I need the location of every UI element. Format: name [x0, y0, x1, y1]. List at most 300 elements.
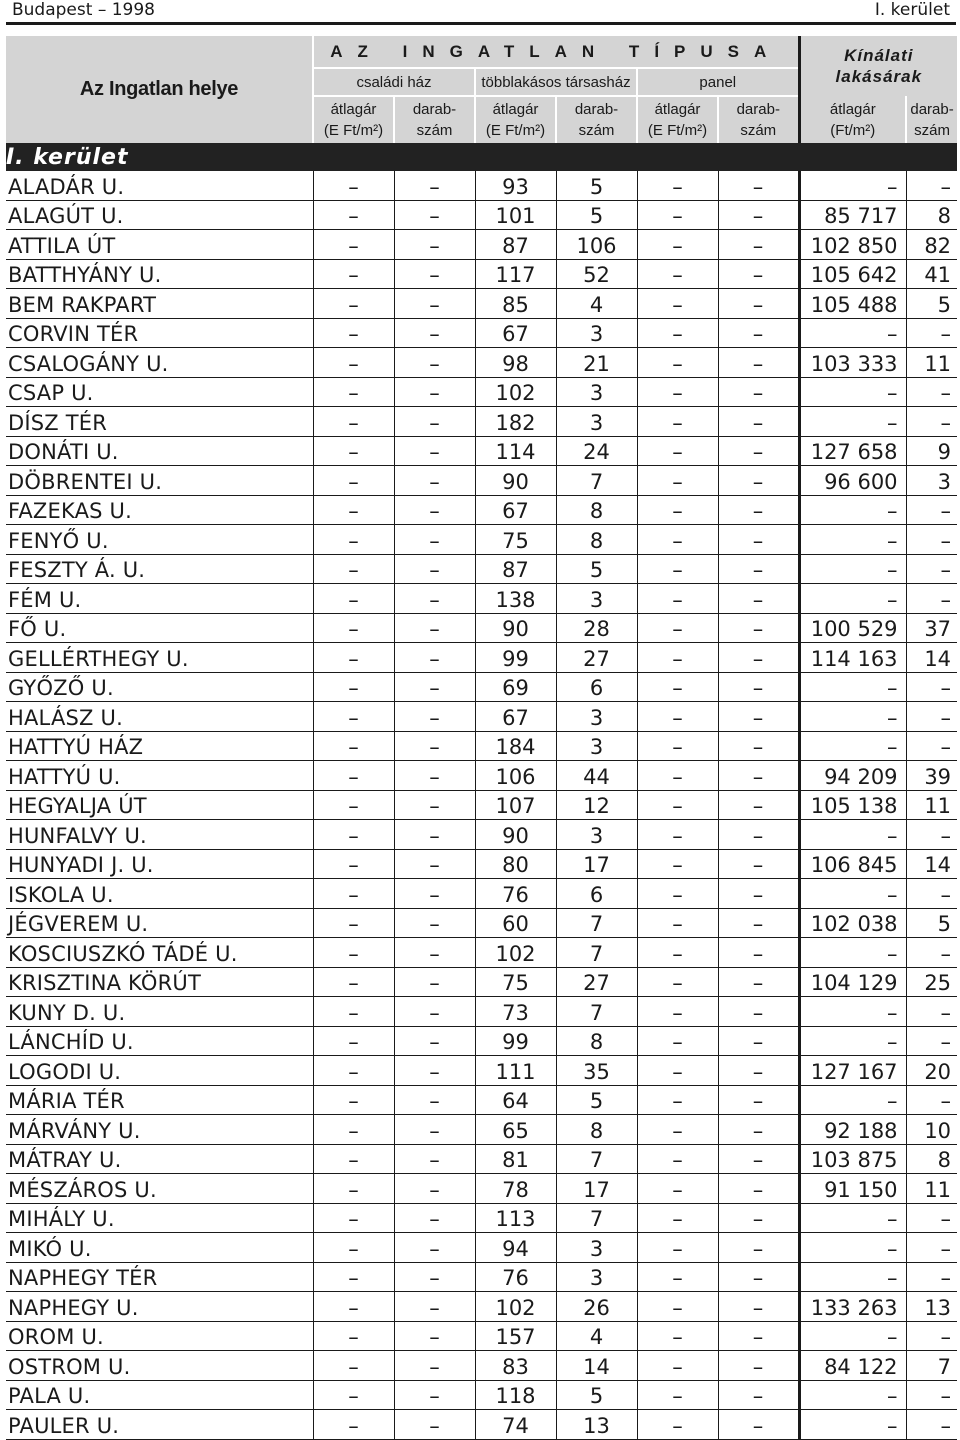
- cell-kin-avg: 104 129: [799, 967, 906, 997]
- cell-csh-avg: –: [313, 908, 394, 938]
- cell-tt-avg: 94: [475, 1233, 556, 1263]
- cell-tt-avg: 76: [475, 879, 556, 909]
- table-row: [6, 1085, 957, 1115]
- cell-panel-cnt: –: [718, 672, 799, 702]
- table-row: [6, 554, 957, 584]
- cell-tt-avg: 102: [475, 377, 556, 407]
- cell-panel-cnt: –: [718, 967, 799, 997]
- cell-csh-avg: –: [313, 289, 394, 319]
- cell-tt-cnt: 7: [556, 1203, 637, 1233]
- cell-kin-avg: 105 138: [799, 790, 906, 820]
- page-header-right: I. kerület: [874, 0, 950, 20]
- cell-kin-cnt: –: [906, 525, 957, 555]
- cell-csh-avg: –: [313, 318, 394, 348]
- cell-csh-cnt: –: [394, 997, 475, 1027]
- cell-panel-avg: –: [637, 466, 718, 496]
- table-row: [6, 790, 957, 820]
- cell-tt-cnt: 28: [556, 613, 637, 643]
- cell-panel-avg: –: [637, 495, 718, 525]
- cell-panel-cnt: –: [718, 407, 799, 437]
- cell-kin-cnt: 8: [906, 1144, 957, 1174]
- cell-panel-cnt: –: [718, 200, 799, 230]
- cell-panel-avg: –: [637, 790, 718, 820]
- cell-csh-avg: –: [313, 613, 394, 643]
- cell-street: LÁNCHÍD U.: [6, 1026, 313, 1056]
- cell-panel-avg: –: [637, 1233, 718, 1263]
- cell-panel-avg: –: [637, 1410, 718, 1440]
- cell-csh-avg: –: [313, 1292, 394, 1322]
- cell-kin-cnt: 14: [906, 643, 957, 673]
- sub-count-header: darab- szám: [394, 96, 475, 143]
- cell-csh-avg: –: [313, 879, 394, 909]
- cell-csh-avg: –: [313, 672, 394, 702]
- cell-csh-avg: –: [313, 790, 394, 820]
- cell-tt-avg: 83: [475, 1351, 556, 1381]
- cell-tt-avg: 74: [475, 1410, 556, 1440]
- cell-kin-cnt: 11: [906, 348, 957, 378]
- cell-street: MIHÁLY U.: [6, 1203, 313, 1233]
- cell-panel-cnt: –: [718, 554, 799, 584]
- cell-csh-avg: –: [313, 495, 394, 525]
- cell-kin-cnt: –: [906, 702, 957, 732]
- cell-tt-cnt: 5: [556, 1380, 637, 1410]
- cell-panel-avg: –: [637, 1203, 718, 1233]
- cell-tt-avg: 93: [475, 171, 556, 200]
- cell-panel-cnt: –: [718, 761, 799, 791]
- cell-csh-cnt: –: [394, 938, 475, 968]
- table-row: [6, 1292, 957, 1322]
- cell-street: CSAP U.: [6, 377, 313, 407]
- cell-tt-cnt: 3: [556, 820, 637, 850]
- type-panel: panel: [637, 68, 799, 96]
- cell-street: MÉSZÁROS U.: [6, 1174, 313, 1204]
- cell-panel-avg: –: [637, 938, 718, 968]
- cell-street: KOSCIUSZKÓ TÁDÉ U.: [6, 938, 313, 968]
- cell-tt-cnt: 3: [556, 731, 637, 761]
- cell-csh-avg: –: [313, 466, 394, 496]
- cell-tt-avg: 85: [475, 289, 556, 319]
- sub-avg-header: átlagár (E Ft/m²): [637, 96, 718, 143]
- type-csaladi-haz: családi ház: [313, 68, 475, 96]
- cell-tt-cnt: 3: [556, 407, 637, 437]
- cell-street: NAPHEGY TÉR: [6, 1262, 313, 1292]
- cell-tt-cnt: 52: [556, 259, 637, 289]
- cell-kin-avg: 114 163: [799, 643, 906, 673]
- cell-panel-cnt: –: [718, 702, 799, 732]
- cell-csh-cnt: –: [394, 554, 475, 584]
- cell-panel-cnt: –: [718, 849, 799, 879]
- cell-kin-cnt: 25: [906, 967, 957, 997]
- cell-kin-cnt: –: [906, 377, 957, 407]
- table-row: [6, 318, 957, 348]
- cell-tt-avg: 65: [475, 1115, 556, 1145]
- cell-street: GELLÉRTHEGY U.: [6, 643, 313, 673]
- cell-kin-cnt: –: [906, 997, 957, 1027]
- cell-kin-avg: –: [799, 938, 906, 968]
- cell-csh-cnt: –: [394, 466, 475, 496]
- cell-panel-cnt: –: [718, 495, 799, 525]
- cell-kin-avg: –: [799, 1410, 906, 1440]
- place-header: Az Ingatlan helye: [6, 36, 313, 143]
- cell-panel-avg: –: [637, 436, 718, 466]
- cell-panel-avg: –: [637, 230, 718, 260]
- cell-tt-cnt: 35: [556, 1056, 637, 1086]
- cell-panel-avg: –: [637, 318, 718, 348]
- cell-street: HALÁSZ U.: [6, 702, 313, 732]
- cell-panel-avg: –: [637, 1026, 718, 1056]
- cell-panel-avg: –: [637, 1056, 718, 1086]
- cell-kin-avg: 102 038: [799, 908, 906, 938]
- cell-panel-cnt: –: [718, 348, 799, 378]
- cell-kin-avg: –: [799, 820, 906, 850]
- table-row: [6, 171, 957, 200]
- cell-tt-cnt: 44: [556, 761, 637, 791]
- cell-csh-avg: –: [313, 731, 394, 761]
- cell-csh-avg: –: [313, 1262, 394, 1292]
- table-row: [6, 820, 957, 850]
- cell-panel-cnt: –: [718, 1203, 799, 1233]
- table-row: [6, 1056, 957, 1086]
- cell-panel-cnt: –: [718, 259, 799, 289]
- cell-tt-avg: 101: [475, 200, 556, 230]
- sub-avg-header: átlagár (Ft/m²): [799, 96, 906, 143]
- cell-street: MÁRIA TÉR: [6, 1085, 313, 1115]
- cell-tt-avg: 111: [475, 1056, 556, 1086]
- cell-csh-cnt: –: [394, 259, 475, 289]
- cell-tt-cnt: 26: [556, 1292, 637, 1322]
- cell-tt-cnt: 6: [556, 672, 637, 702]
- cell-csh-avg: –: [313, 1174, 394, 1204]
- cell-panel-avg: –: [637, 259, 718, 289]
- cell-kin-cnt: 5: [906, 908, 957, 938]
- cell-kin-cnt: –: [906, 407, 957, 437]
- cell-csh-avg: –: [313, 702, 394, 732]
- cell-kin-cnt: 11: [906, 1174, 957, 1204]
- cell-tt-cnt: 5: [556, 200, 637, 230]
- cell-kin-cnt: 5: [906, 289, 957, 319]
- cell-kin-avg: –: [799, 318, 906, 348]
- cell-panel-avg: –: [637, 1144, 718, 1174]
- cell-panel-cnt: –: [718, 1321, 799, 1351]
- cell-street: BATTHYÁNY U.: [6, 259, 313, 289]
- cell-csh-cnt: –: [394, 200, 475, 230]
- cell-csh-avg: –: [313, 761, 394, 791]
- cell-kin-cnt: –: [906, 584, 957, 614]
- cell-csh-cnt: –: [394, 1351, 475, 1381]
- table-row: [6, 879, 957, 909]
- cell-tt-avg: 113: [475, 1203, 556, 1233]
- cell-tt-avg: 138: [475, 584, 556, 614]
- cell-tt-cnt: 3: [556, 377, 637, 407]
- cell-kin-avg: –: [799, 525, 906, 555]
- cell-csh-avg: –: [313, 1026, 394, 1056]
- cell-csh-avg: –: [313, 259, 394, 289]
- table-row: [6, 761, 957, 791]
- cell-tt-cnt: 27: [556, 643, 637, 673]
- cell-csh-avg: –: [313, 820, 394, 850]
- sub-count-header: darab- szám: [556, 96, 637, 143]
- cell-street: ALADÁR U.: [6, 171, 313, 200]
- cell-street: FESZTY Á. U.: [6, 554, 313, 584]
- cell-kin-avg: –: [799, 1380, 906, 1410]
- cell-tt-cnt: 27: [556, 967, 637, 997]
- cell-street: FAZEKAS U.: [6, 495, 313, 525]
- table-row: [6, 731, 957, 761]
- cell-panel-avg: –: [637, 820, 718, 850]
- cell-csh-cnt: –: [394, 171, 475, 200]
- cell-kin-cnt: 37: [906, 613, 957, 643]
- cell-tt-cnt: 7: [556, 466, 637, 496]
- cell-kin-avg: 103 333: [799, 348, 906, 378]
- cell-kin-cnt: 8: [906, 200, 957, 230]
- cell-panel-cnt: –: [718, 1056, 799, 1086]
- cell-kin-avg: –: [799, 879, 906, 909]
- cell-panel-cnt: –: [718, 1380, 799, 1410]
- cell-street: HUNFALVY U.: [6, 820, 313, 850]
- cell-kin-cnt: 9: [906, 436, 957, 466]
- cell-kin-avg: –: [799, 1203, 906, 1233]
- cell-panel-cnt: –: [718, 584, 799, 614]
- cell-csh-cnt: –: [394, 348, 475, 378]
- cell-tt-avg: 184: [475, 731, 556, 761]
- cell-csh-avg: –: [313, 230, 394, 260]
- cell-csh-cnt: –: [394, 731, 475, 761]
- cell-csh-cnt: –: [394, 1233, 475, 1263]
- cell-csh-avg: –: [313, 584, 394, 614]
- cell-kin-cnt: –: [906, 1262, 957, 1292]
- table-row: [6, 1174, 957, 1204]
- cell-tt-avg: 69: [475, 672, 556, 702]
- cell-kin-cnt: –: [906, 495, 957, 525]
- cell-csh-cnt: –: [394, 613, 475, 643]
- page-header: [0, 0, 960, 22]
- table-row: [6, 938, 957, 968]
- sub-count-header: darab- szám: [906, 96, 957, 143]
- cell-panel-cnt: –: [718, 1026, 799, 1056]
- cell-tt-avg: 114: [475, 436, 556, 466]
- cell-street: MIKÓ U.: [6, 1233, 313, 1263]
- typus-header: AZ INGATLAN TÍPUSA: [313, 36, 799, 68]
- cell-tt-avg: 78: [475, 1174, 556, 1204]
- table-row: [6, 436, 957, 466]
- cell-panel-avg: –: [637, 997, 718, 1027]
- table-row: [6, 1233, 957, 1263]
- cell-csh-cnt: –: [394, 584, 475, 614]
- cell-panel-avg: –: [637, 967, 718, 997]
- cell-kin-avg: –: [799, 1085, 906, 1115]
- sub-avg-header: átlagár (E Ft/m²): [313, 96, 394, 143]
- table-row: [6, 259, 957, 289]
- cell-panel-cnt: –: [718, 790, 799, 820]
- cell-csh-avg: –: [313, 1380, 394, 1410]
- cell-tt-cnt: 4: [556, 1321, 637, 1351]
- cell-panel-avg: –: [637, 1262, 718, 1292]
- cell-kin-cnt: 3: [906, 466, 957, 496]
- price-table: [6, 36, 957, 1440]
- table-row: [6, 525, 957, 555]
- cell-panel-avg: –: [637, 1351, 718, 1381]
- cell-kin-avg: 127 658: [799, 436, 906, 466]
- cell-kin-cnt: –: [906, 879, 957, 909]
- cell-tt-avg: 87: [475, 554, 556, 584]
- cell-kin-avg: 102 850: [799, 230, 906, 260]
- cell-panel-cnt: –: [718, 230, 799, 260]
- cell-panel-avg: –: [637, 1115, 718, 1145]
- cell-csh-avg: –: [313, 849, 394, 879]
- cell-street: BEM RAKPART: [6, 289, 313, 319]
- cell-csh-avg: –: [313, 1144, 394, 1174]
- cell-street: DÍSZ TÉR: [6, 407, 313, 437]
- cell-panel-cnt: –: [718, 318, 799, 348]
- cell-csh-cnt: –: [394, 1410, 475, 1440]
- cell-tt-cnt: 8: [556, 495, 637, 525]
- cell-street: ISKOLA U.: [6, 879, 313, 909]
- cell-kin-avg: –: [799, 1321, 906, 1351]
- cell-csh-avg: –: [313, 1056, 394, 1086]
- cell-csh-avg: –: [313, 1085, 394, 1115]
- cell-panel-cnt: –: [718, 1144, 799, 1174]
- cell-csh-avg: –: [313, 1115, 394, 1145]
- cell-panel-avg: –: [637, 1380, 718, 1410]
- cell-tt-cnt: 24: [556, 436, 637, 466]
- table-row: [6, 702, 957, 732]
- cell-panel-cnt: –: [718, 613, 799, 643]
- cell-street: FENYŐ U.: [6, 525, 313, 555]
- cell-panel-cnt: –: [718, 879, 799, 909]
- cell-kin-avg: 133 263: [799, 1292, 906, 1322]
- cell-kin-cnt: –: [906, 1203, 957, 1233]
- table-row: [6, 495, 957, 525]
- cell-street: FÉM U.: [6, 584, 313, 614]
- cell-csh-cnt: –: [394, 377, 475, 407]
- cell-csh-cnt: –: [394, 672, 475, 702]
- cell-csh-cnt: –: [394, 643, 475, 673]
- table-row: [6, 348, 957, 378]
- cell-tt-avg: 90: [475, 820, 556, 850]
- cell-csh-cnt: –: [394, 1203, 475, 1233]
- header-rule: [6, 22, 956, 25]
- cell-kin-cnt: –: [906, 1026, 957, 1056]
- cell-tt-cnt: 7: [556, 1144, 637, 1174]
- cell-csh-cnt: –: [394, 436, 475, 466]
- cell-kin-cnt: 41: [906, 259, 957, 289]
- type-tarsashaz: többlakásos társasház: [475, 68, 637, 96]
- cell-csh-cnt: –: [394, 967, 475, 997]
- cell-panel-avg: –: [637, 348, 718, 378]
- cell-csh-cnt: –: [394, 1262, 475, 1292]
- page-header-left: Budapest – 1998: [12, 0, 155, 20]
- cell-kin-avg: 103 875: [799, 1144, 906, 1174]
- cell-panel-cnt: –: [718, 731, 799, 761]
- cell-csh-avg: –: [313, 348, 394, 378]
- cell-tt-cnt: 7: [556, 908, 637, 938]
- cell-panel-avg: –: [637, 1085, 718, 1115]
- cell-tt-avg: 117: [475, 259, 556, 289]
- cell-panel-cnt: –: [718, 1233, 799, 1263]
- cell-csh-cnt: –: [394, 525, 475, 555]
- cell-tt-cnt: 3: [556, 584, 637, 614]
- cell-kin-cnt: –: [906, 1233, 957, 1263]
- cell-kin-cnt: 14: [906, 849, 957, 879]
- cell-tt-cnt: 5: [556, 171, 637, 200]
- cell-kin-avg: 105 642: [799, 259, 906, 289]
- cell-kin-avg: 100 529: [799, 613, 906, 643]
- cell-tt-avg: 182: [475, 407, 556, 437]
- cell-panel-cnt: –: [718, 1115, 799, 1145]
- cell-panel-cnt: –: [718, 938, 799, 968]
- cell-panel-avg: –: [637, 613, 718, 643]
- cell-kin-avg: 84 122: [799, 1351, 906, 1381]
- cell-tt-cnt: 7: [556, 938, 637, 968]
- cell-tt-cnt: 3: [556, 702, 637, 732]
- table-row: [6, 407, 957, 437]
- table-row: [6, 1410, 957, 1440]
- cell-street: PALA U.: [6, 1380, 313, 1410]
- table-row: [6, 1262, 957, 1292]
- table-row: [6, 643, 957, 673]
- table-row: [6, 584, 957, 614]
- cell-tt-cnt: 3: [556, 318, 637, 348]
- cell-kin-cnt: 82: [906, 230, 957, 260]
- cell-csh-cnt: –: [394, 879, 475, 909]
- cell-kin-avg: –: [799, 702, 906, 732]
- cell-street: FŐ U.: [6, 613, 313, 643]
- cell-tt-avg: 90: [475, 466, 556, 496]
- cell-tt-cnt: 106: [556, 230, 637, 260]
- cell-tt-cnt: 3: [556, 1262, 637, 1292]
- cell-tt-avg: 75: [475, 967, 556, 997]
- cell-tt-avg: 80: [475, 849, 556, 879]
- cell-panel-cnt: –: [718, 171, 799, 200]
- cell-tt-cnt: 12: [556, 790, 637, 820]
- cell-kin-avg: –: [799, 554, 906, 584]
- cell-csh-cnt: –: [394, 702, 475, 732]
- cell-panel-cnt: –: [718, 997, 799, 1027]
- cell-tt-avg: 76: [475, 1262, 556, 1292]
- cell-csh-avg: –: [313, 643, 394, 673]
- cell-street: MÁTRAY U.: [6, 1144, 313, 1174]
- cell-panel-avg: –: [637, 908, 718, 938]
- cell-street: NAPHEGY U.: [6, 1292, 313, 1322]
- cell-kin-cnt: –: [906, 1410, 957, 1440]
- cell-tt-avg: 98: [475, 348, 556, 378]
- cell-kin-avg: 96 600: [799, 466, 906, 496]
- cell-kin-avg: 127 167: [799, 1056, 906, 1086]
- cell-panel-cnt: –: [718, 377, 799, 407]
- cell-kin-cnt: 10: [906, 1115, 957, 1145]
- cell-panel-avg: –: [637, 171, 718, 200]
- cell-street: ALAGÚT U.: [6, 200, 313, 230]
- cell-kin-avg: –: [799, 1233, 906, 1263]
- cell-panel-cnt: –: [718, 1410, 799, 1440]
- cell-csh-cnt: –: [394, 1115, 475, 1145]
- cell-tt-avg: 87: [475, 230, 556, 260]
- cell-kin-cnt: 39: [906, 761, 957, 791]
- cell-csh-cnt: –: [394, 289, 475, 319]
- cell-tt-avg: 67: [475, 702, 556, 732]
- cell-tt-cnt: 8: [556, 1026, 637, 1056]
- cell-panel-avg: –: [637, 731, 718, 761]
- cell-kin-avg: –: [799, 377, 906, 407]
- cell-tt-cnt: 6: [556, 879, 637, 909]
- cell-tt-avg: 90: [475, 613, 556, 643]
- cell-panel-avg: –: [637, 377, 718, 407]
- cell-panel-cnt: –: [718, 466, 799, 496]
- cell-kin-avg: 85 717: [799, 200, 906, 230]
- cell-panel-cnt: –: [718, 643, 799, 673]
- cell-panel-cnt: –: [718, 289, 799, 319]
- cell-tt-avg: 75: [475, 525, 556, 555]
